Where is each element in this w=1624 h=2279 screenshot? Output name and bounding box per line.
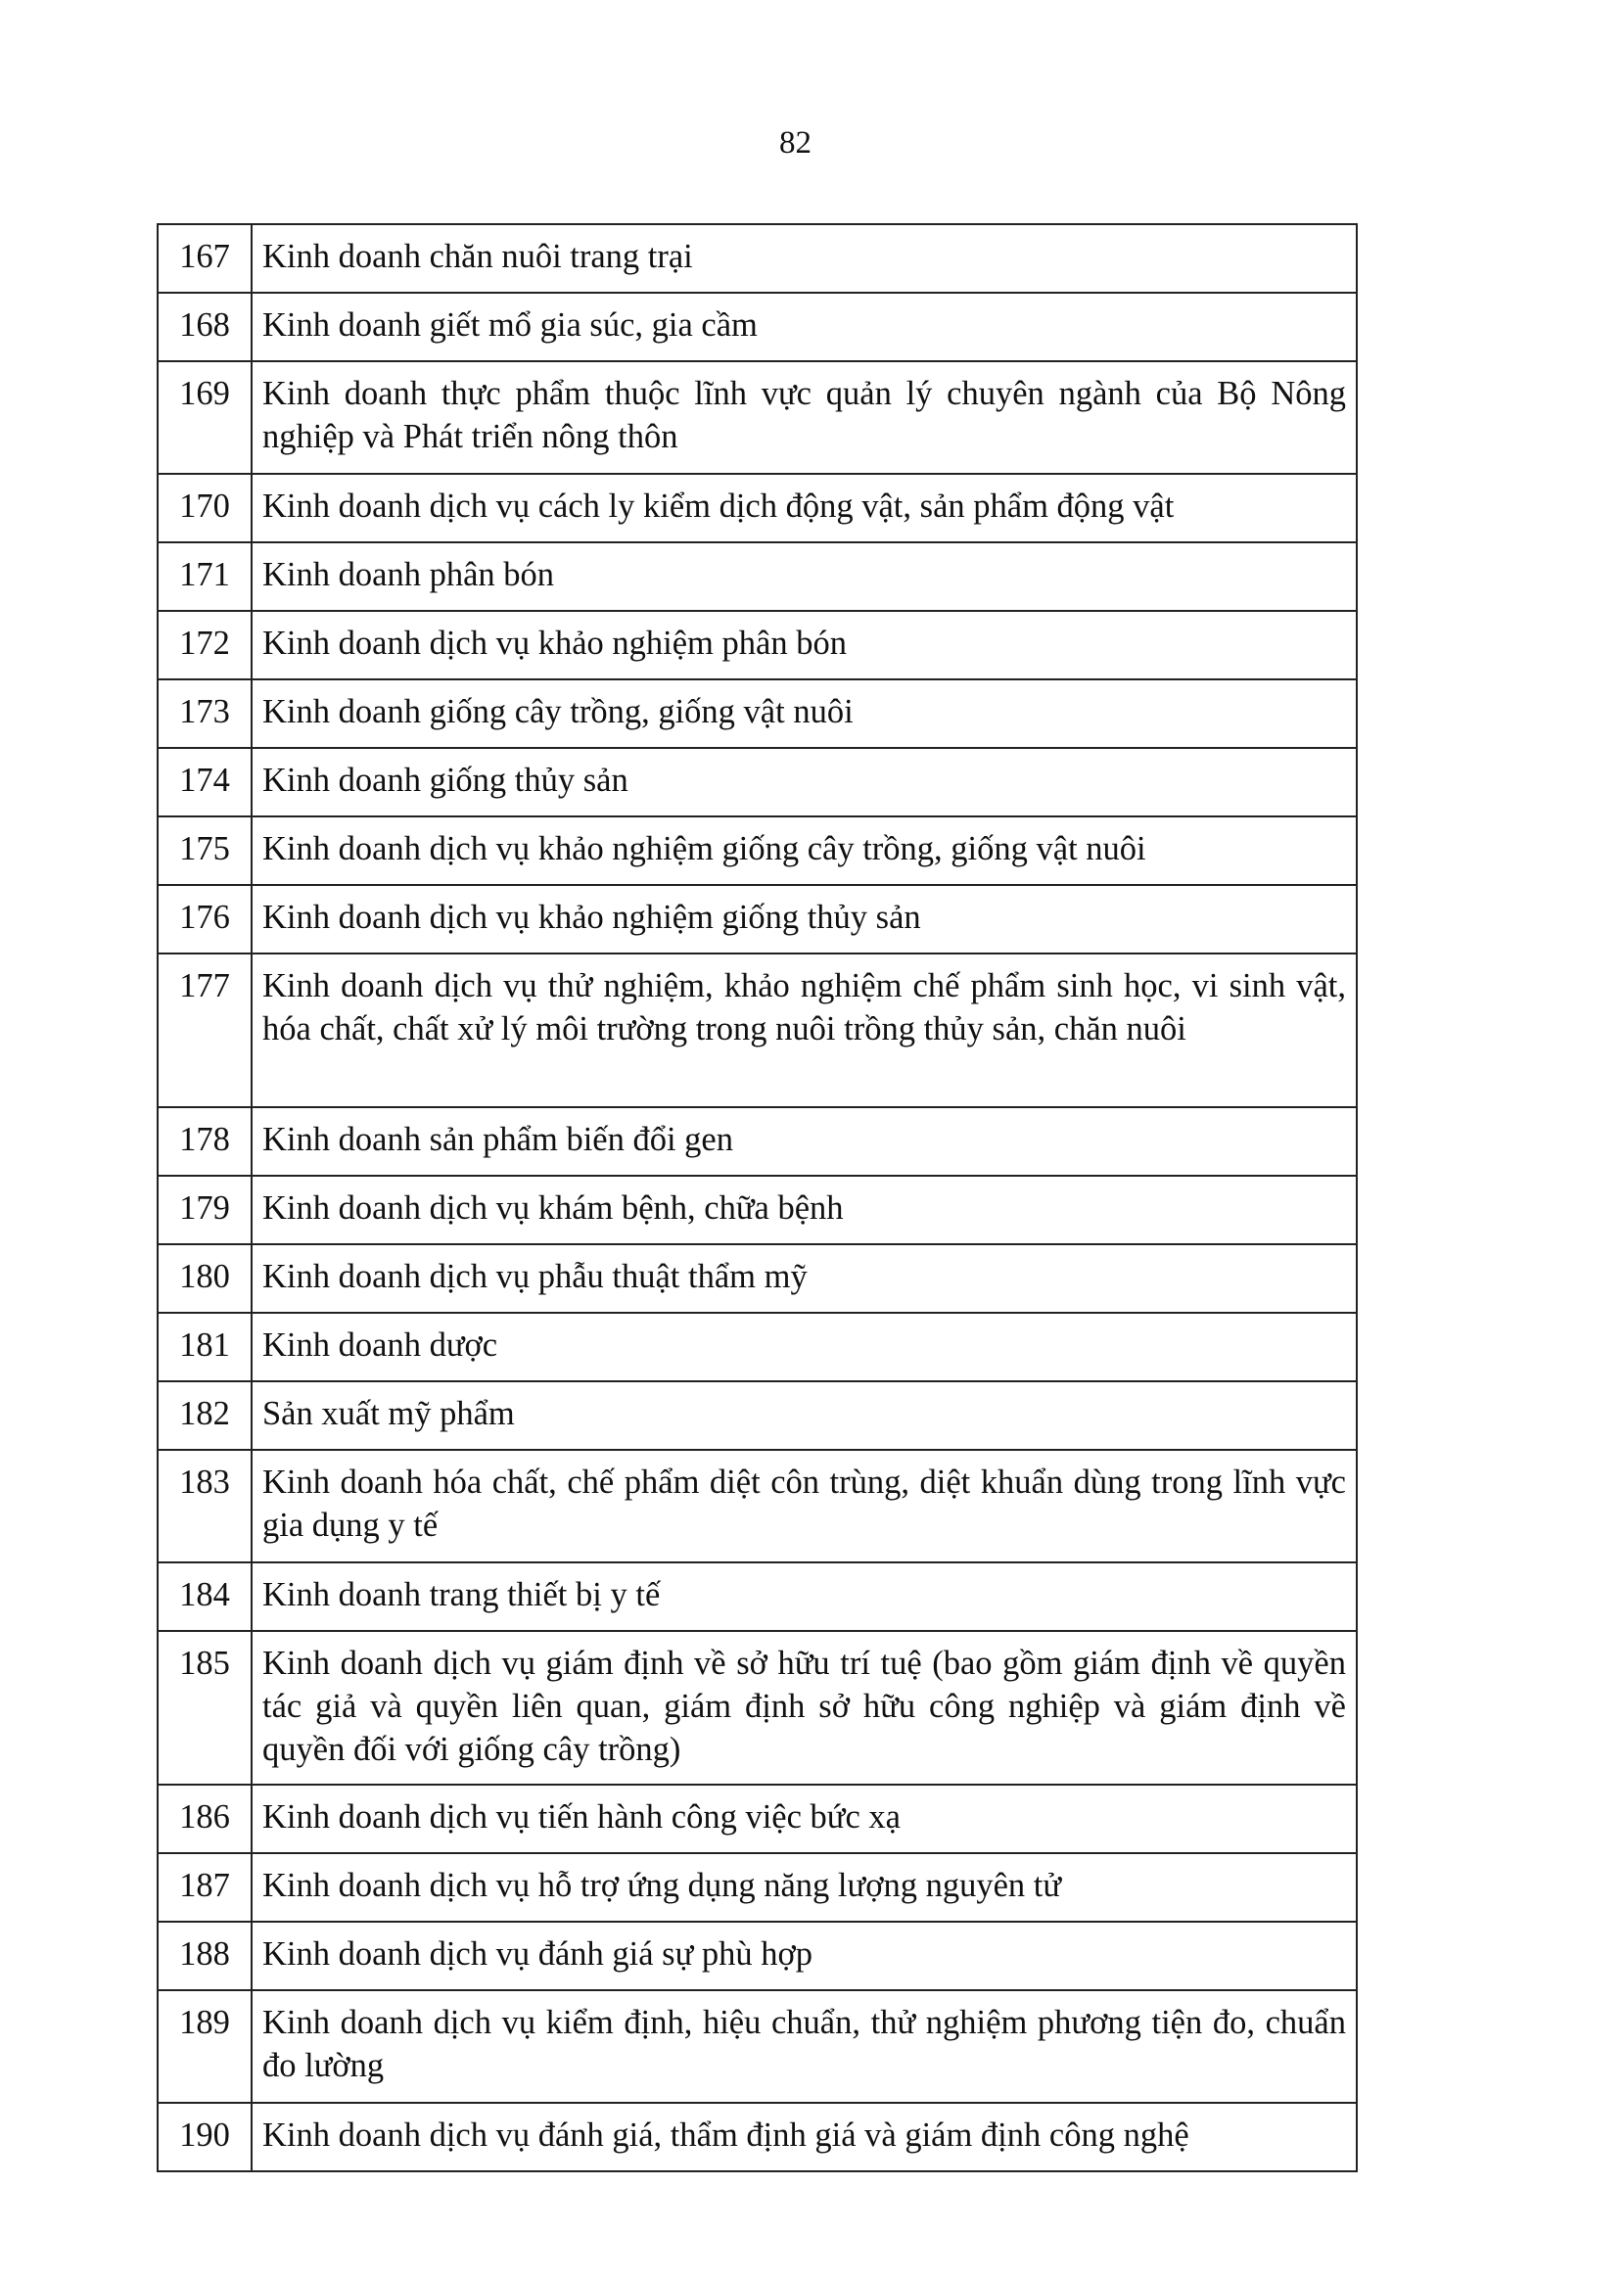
row-number: 189	[158, 1990, 252, 2103]
row-number: 170	[158, 474, 252, 542]
page-number: 82	[779, 125, 812, 161]
table-row	[158, 1990, 1357, 2103]
row-number: 180	[158, 1244, 252, 1313]
row-number: 187	[158, 1853, 252, 1922]
row-number: 188	[158, 1922, 252, 1990]
row-number: 175	[158, 816, 252, 885]
row-description: Kinh doanh thực phẩm thuộc lĩnh vực quản lý chuyên ngành của Bộ Nông nghiệp và Phát triển nông thôn	[252, 361, 1357, 474]
table-row	[158, 1853, 1357, 1922]
row-description: Kinh doanh phân bón	[252, 542, 1357, 611]
table-row	[158, 748, 1357, 816]
row-number: 186	[158, 1785, 252, 1853]
table-row	[158, 1631, 1357, 1785]
row-description: Kinh doanh dịch vụ phẫu thuật thẩm mỹ	[252, 1244, 1357, 1313]
row-number: 176	[158, 885, 252, 953]
row-description: Kinh doanh dịch vụ khảo nghiệm phân bón	[252, 611, 1357, 679]
table-row	[158, 679, 1357, 748]
row-description: Kinh doanh dịch vụ kiểm định, hiệu chuẩn, thử nghiệm phương tiện đo, chuẩn đo lường	[252, 1990, 1357, 2103]
table-row	[158, 1107, 1357, 1176]
row-description: Sản xuất mỹ phẩm	[252, 1381, 1357, 1450]
table-row	[158, 1244, 1357, 1313]
table-row	[158, 474, 1357, 542]
table-row	[158, 1381, 1357, 1450]
row-description: Kinh doanh dịch vụ khám bệnh, chữa bệnh	[252, 1176, 1357, 1244]
row-number: 174	[158, 748, 252, 816]
row-number: 171	[158, 542, 252, 611]
row-description: Kinh doanh dịch vụ hỗ trợ ứng dụng năng lượng nguyên tử	[252, 1853, 1357, 1922]
row-number: 181	[158, 1313, 252, 1381]
row-number: 184	[158, 1562, 252, 1631]
row-description: Kinh doanh trang thiết bị y tế	[252, 1562, 1357, 1631]
row-number: 185	[158, 1631, 252, 1785]
row-number: 168	[158, 293, 252, 361]
row-description: Kinh doanh dịch vụ cách ly kiểm dịch động vật, sản phẩm động vật	[252, 474, 1357, 542]
table-row	[158, 1922, 1357, 1990]
row-number: 173	[158, 679, 252, 748]
table-row	[158, 611, 1357, 679]
row-number: 167	[158, 224, 252, 293]
row-description: Kinh doanh hóa chất, chế phẩm diệt côn trùng, diệt khuẩn dùng trong lĩnh vực gia dụng y tế	[252, 1450, 1357, 1562]
row-description: Kinh doanh dịch vụ giám định về sở hữu trí tuệ (bao gồm giám định về quyền tác giả và quyền liên quan, giám định sở hữu công nghiệp và giám định về quyền đối với giống cây trồng)	[252, 1631, 1357, 1785]
row-number: 169	[158, 361, 252, 474]
table-row	[158, 885, 1357, 953]
row-description: Kinh doanh giống cây trồng, giống vật nuôi	[252, 679, 1357, 748]
table-row	[158, 953, 1357, 1107]
business-lines-table	[157, 223, 1358, 2172]
row-description: Kinh doanh dịch vụ khảo nghiệm giống thủy sản	[252, 885, 1357, 953]
table-row	[158, 1313, 1357, 1381]
table-row	[158, 1785, 1357, 1853]
row-description: Kinh doanh giống thủy sản	[252, 748, 1357, 816]
table-row	[158, 816, 1357, 885]
row-description: Kinh doanh dịch vụ đánh giá sự phù hợp	[252, 1922, 1357, 1990]
row-number: 177	[158, 953, 252, 1107]
table-row	[158, 293, 1357, 361]
table-row	[158, 1562, 1357, 1631]
row-description: Kinh doanh dịch vụ đánh giá, thẩm định giá và giám định công nghệ	[252, 2103, 1357, 2171]
row-number: 182	[158, 1381, 252, 1450]
row-description: Kinh doanh giết mổ gia súc, gia cầm	[252, 293, 1357, 361]
row-number: 183	[158, 1450, 252, 1562]
row-description: Kinh doanh dịch vụ khảo nghiệm giống cây trồng, giống vật nuôi	[252, 816, 1357, 885]
table-row	[158, 224, 1357, 293]
table-row	[158, 2103, 1357, 2171]
table-row	[158, 1176, 1357, 1244]
row-number: 172	[158, 611, 252, 679]
row-description: Kinh doanh dược	[252, 1313, 1357, 1381]
row-description: Kinh doanh chăn nuôi trang trại	[252, 224, 1357, 293]
row-description: Kinh doanh dịch vụ tiến hành công việc bức xạ	[252, 1785, 1357, 1853]
row-number: 179	[158, 1176, 252, 1244]
row-number: 190	[158, 2103, 252, 2171]
table-row	[158, 361, 1357, 474]
table-row	[158, 542, 1357, 611]
row-description: Kinh doanh dịch vụ thử nghiệm, khảo nghiệm chế phẩm sinh học, vi sinh vật, hóa chất, chất xử lý môi trường trong nuôi trồng thủy sản, chăn nuôi	[252, 953, 1357, 1107]
row-description: Kinh doanh sản phẩm biến đổi gen	[252, 1107, 1357, 1176]
row-number: 178	[158, 1107, 252, 1176]
table-row	[158, 1450, 1357, 1562]
